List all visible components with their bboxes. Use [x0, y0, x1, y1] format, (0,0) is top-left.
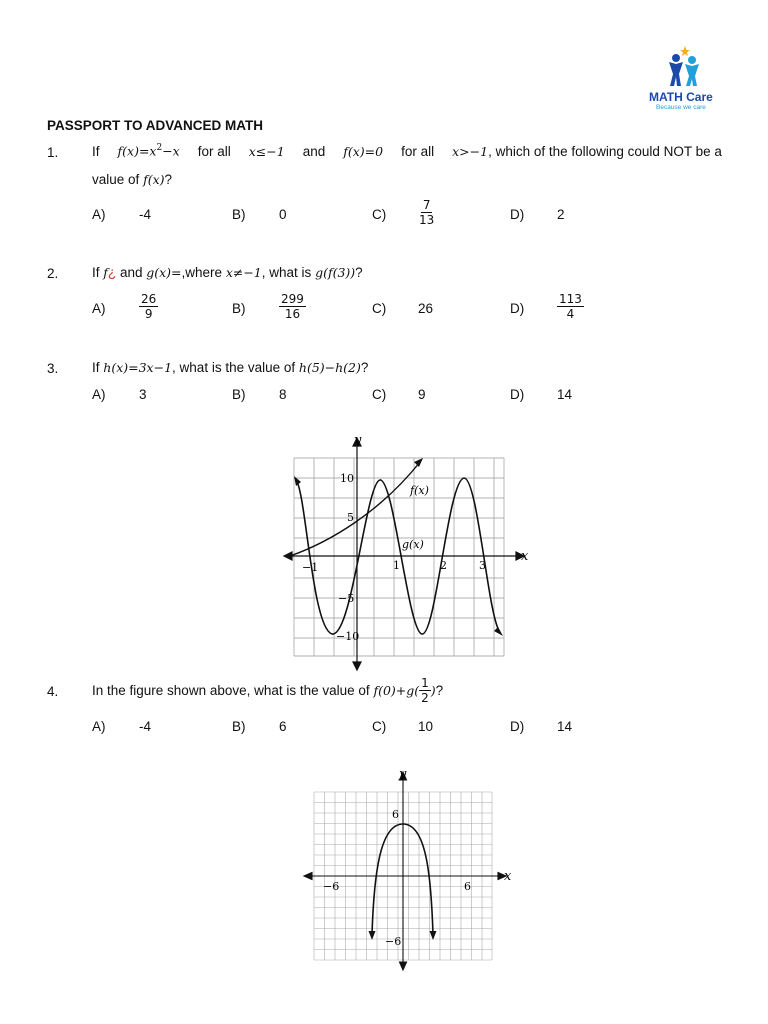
tick-y-10: 10 — [340, 472, 354, 485]
q1-math: x≤−1 — [248, 143, 285, 159]
axes — [304, 772, 506, 970]
q2-text: ,where — [181, 265, 223, 280]
logo — [645, 44, 725, 114]
q1-line1 — [92, 143, 722, 159]
q4-text: ? — [435, 683, 444, 698]
q4-option-c-label: C) — [372, 719, 387, 734]
q2-number: 2. — [47, 266, 59, 281]
q4-number: 4. — [47, 684, 59, 699]
q1-sup: 2 — [156, 143, 163, 153]
q2-math: x≠−1 — [225, 265, 262, 280]
q1-math-a: f(x)=x — [117, 143, 157, 159]
section-title: PASSPORT TO ADVANCED MATH — [47, 118, 264, 133]
q1-option-d-label: D) — [510, 207, 525, 222]
q4-option-d-label: D) — [510, 719, 525, 734]
tick-x-neg6: −6 — [323, 880, 340, 893]
q2-option-a-fraction — [139, 292, 158, 321]
q1-option-d-value: 2 — [557, 207, 565, 222]
q1-math — [118, 143, 180, 159]
q3-text: ? — [360, 360, 369, 375]
q3-option-b-value: 8 — [279, 387, 287, 402]
q1-math-c: x>−1 — [452, 143, 489, 159]
q1-math: f(x) — [143, 172, 165, 187]
q2-math: g(x)= — [146, 265, 182, 280]
figure-1-graph — [280, 432, 530, 672]
q2-option-c-value: 26 — [418, 301, 434, 316]
g-label: g(x) — [402, 538, 424, 551]
y-axis-label: y — [399, 767, 407, 782]
q4-option-b-label: B) — [232, 719, 246, 734]
q2-line — [92, 265, 363, 280]
q2-text: , what is — [261, 265, 312, 280]
f-curve-arrow-left — [294, 476, 301, 486]
q2-text: and — [119, 265, 143, 280]
tick-y-6: 6 — [392, 808, 399, 821]
tick-y-neg10: −10 — [336, 630, 360, 643]
x-axis-label: x — [521, 549, 529, 564]
tick-x-3: 3 — [479, 559, 486, 572]
fraction-denominator: 13 — [419, 213, 435, 227]
q1-text: for all — [197, 143, 231, 159]
q1-line2 — [92, 172, 172, 187]
q3-math: h(x)=3x−1 — [103, 360, 173, 375]
f-curve-arrow-right — [494, 627, 503, 636]
fraction-denominator: 2 — [421, 691, 429, 705]
tick-y-5: 5 — [347, 511, 354, 524]
fraction-numerator: 299 — [281, 292, 304, 306]
q4-math: ) — [430, 683, 436, 698]
q4-option-b-value: 6 — [279, 719, 287, 734]
q3-option-a-value: 3 — [139, 387, 147, 402]
q2-option-b-fraction — [279, 292, 306, 321]
q3-option-d-value: 14 — [557, 387, 573, 402]
q4-line — [92, 676, 443, 705]
fraction-numerator: 26 — [141, 292, 157, 306]
q1-option-c-fraction — [417, 198, 436, 227]
q3-line — [92, 360, 368, 375]
fraction-numerator: 113 — [559, 292, 582, 306]
fraction-denominator: 9 — [144, 307, 153, 321]
q4-text: In the figure shown above, what is the value of — [92, 683, 370, 698]
f-label: f(x) — [410, 484, 429, 497]
q1-text: If — [92, 143, 100, 159]
parabola-arrow-left — [369, 931, 376, 940]
q3-text: If — [92, 360, 100, 375]
q2-option-d-label: D) — [510, 301, 525, 316]
q1-number: 1. — [47, 145, 59, 160]
q3-math: h(5)−h(2) — [298, 360, 361, 375]
q4-option-a-value: -4 — [139, 719, 152, 734]
q1-math-b: −x — [162, 143, 180, 159]
q1-text: for all — [401, 143, 435, 159]
fraction-numerator: 1 — [421, 676, 429, 690]
q3-option-b-label: B) — [232, 387, 246, 402]
x-axis-label: x — [504, 869, 512, 884]
q2-math: f — [103, 265, 108, 280]
q3-option-a-label: A) — [92, 387, 106, 402]
q1-option-a-value: -4 — [139, 207, 152, 222]
q1-text-tail: , which of the following could NOT be a — [488, 143, 722, 159]
q4-option-a-label: A) — [92, 719, 106, 734]
q1-text: ? — [164, 172, 173, 187]
fraction-denominator: 4 — [566, 307, 575, 321]
tick-x-neg1: −1 — [302, 561, 319, 574]
q1-math-tail — [452, 144, 722, 159]
logo-figures-icon — [645, 44, 725, 90]
g-curve — [290, 462, 420, 556]
q1-text: and — [302, 143, 326, 159]
q4-math: f(0)+g( — [373, 683, 420, 698]
q3-number: 3. — [47, 361, 59, 376]
q3-option-d-label: D) — [510, 387, 525, 402]
q4-option-d-value: 14 — [557, 719, 573, 734]
q1-option-b-label: B) — [232, 207, 246, 222]
q1-option-c-label: C) — [372, 207, 387, 222]
q2-text: ? — [355, 265, 363, 280]
fraction-numerator: 7 — [422, 198, 431, 212]
q1-option-a-label: A) — [92, 207, 106, 222]
q2-math: g(f(3)) — [315, 265, 356, 280]
q3-option-c-value: 9 — [418, 387, 426, 402]
tick-x-6: 6 — [464, 880, 471, 893]
q4-half-fraction — [419, 676, 431, 705]
fraction-denominator: 16 — [284, 307, 301, 321]
axes — [284, 438, 524, 670]
q3-text: , what is the value of — [172, 360, 296, 375]
tick-y-neg5: −5 — [338, 592, 355, 605]
q2-option-d-fraction — [557, 292, 584, 321]
figure-2-graph — [300, 764, 520, 974]
logo-name: MATH Care — [649, 90, 713, 104]
y-axis-label: y — [354, 433, 362, 448]
g-curve-arrow — [414, 458, 423, 467]
q1-math: f(x)=0 — [343, 143, 384, 159]
q1-text: value of — [92, 172, 140, 187]
tick-y-neg6: −6 — [385, 935, 402, 948]
logo-tagline: Because we care — [656, 104, 706, 111]
q4-option-c-value: 10 — [418, 719, 434, 734]
tick-x-1: 1 — [393, 559, 400, 572]
q2-option-a-label: A) — [92, 301, 106, 316]
q2-option-c-label: C) — [372, 301, 387, 316]
q2-text: If — [92, 265, 100, 280]
parabola-arrow-right — [430, 931, 437, 940]
q2-glyph: ¿ — [107, 265, 117, 280]
tick-x-2: 2 — [440, 559, 447, 572]
q3-option-c-label: C) — [372, 387, 387, 402]
q2-option-b-label: B) — [232, 301, 246, 316]
q1-option-b-value: 0 — [279, 207, 287, 222]
